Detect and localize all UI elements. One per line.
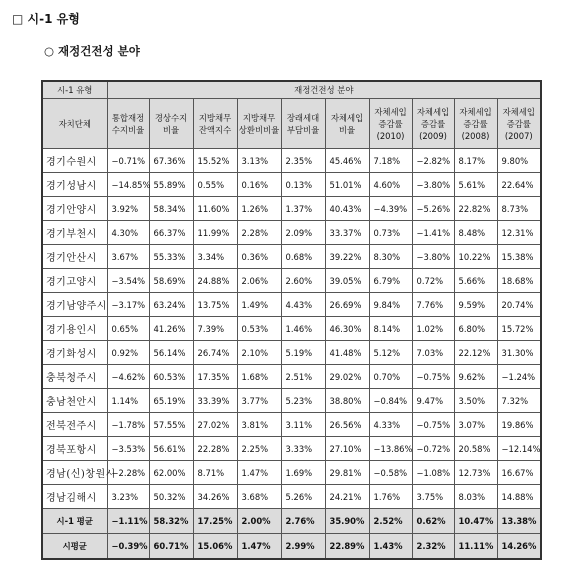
value-cell: 1.02% bbox=[412, 317, 454, 341]
value-cell: 57.55% bbox=[149, 413, 193, 437]
value-cell: −1.78% bbox=[107, 413, 149, 437]
value-cell: 55.33% bbox=[149, 245, 193, 269]
column-header: 지방채무 잔액지수 bbox=[193, 99, 237, 149]
value-cell: 20.74% bbox=[497, 293, 541, 317]
value-cell: 13.75% bbox=[193, 293, 237, 317]
summary-label-cell: 시평균 bbox=[42, 534, 107, 560]
value-cell: 27.10% bbox=[325, 437, 369, 461]
summary-value-cell: 2.52% bbox=[369, 509, 412, 534]
value-cell: 24.21% bbox=[325, 485, 369, 509]
value-cell: 5.66% bbox=[454, 269, 497, 293]
table-row bbox=[42, 389, 541, 413]
value-cell: 0.73% bbox=[369, 221, 412, 245]
value-cell: 45.46% bbox=[325, 149, 369, 173]
value-cell: 18.68% bbox=[497, 269, 541, 293]
value-cell: 3.67% bbox=[107, 245, 149, 269]
column-header: 장래세대 부담비율 bbox=[281, 99, 325, 149]
value-cell: 14.88% bbox=[497, 485, 541, 509]
value-cell: −4.39% bbox=[369, 197, 412, 221]
summary-value-cell: 1.43% bbox=[369, 534, 412, 560]
value-cell: 5.61% bbox=[454, 173, 497, 197]
region-name-cell: 경기용인시 bbox=[42, 317, 107, 341]
summary-value-cell: 2.76% bbox=[281, 509, 325, 534]
summary-value-cell: 2.99% bbox=[281, 534, 325, 560]
column-header: 자체세입 증감률 (2010) bbox=[369, 99, 412, 149]
value-cell: 26.56% bbox=[325, 413, 369, 437]
value-cell: 1.47% bbox=[237, 461, 281, 485]
region-name-cell: 경기안양시 bbox=[42, 197, 107, 221]
value-cell: 0.92% bbox=[107, 341, 149, 365]
value-cell: 9.80% bbox=[497, 149, 541, 173]
value-cell: 39.05% bbox=[325, 269, 369, 293]
value-cell: 60.53% bbox=[149, 365, 193, 389]
value-cell: 7.03% bbox=[412, 341, 454, 365]
column-header: 자체세입 증감률 (2009) bbox=[412, 99, 454, 149]
summary-value-cell: 15.06% bbox=[193, 534, 237, 560]
value-cell: 6.79% bbox=[369, 269, 412, 293]
value-cell: −0.71% bbox=[107, 149, 149, 173]
value-cell: −1.08% bbox=[412, 461, 454, 485]
value-cell: −0.84% bbox=[369, 389, 412, 413]
summary-value-cell: 2.00% bbox=[237, 509, 281, 534]
column-header: 지방채무 상환비비율 bbox=[237, 99, 281, 149]
summary-row bbox=[42, 534, 541, 560]
value-cell: 58.69% bbox=[149, 269, 193, 293]
value-cell: 62.00% bbox=[149, 461, 193, 485]
value-cell: 5.23% bbox=[281, 389, 325, 413]
table-row bbox=[42, 293, 541, 317]
value-cell: 41.26% bbox=[149, 317, 193, 341]
table-row bbox=[42, 437, 541, 461]
value-cell: 1.14% bbox=[107, 389, 149, 413]
value-cell: 3.68% bbox=[237, 485, 281, 509]
value-cell: 5.26% bbox=[281, 485, 325, 509]
value-cell: 8.71% bbox=[193, 461, 237, 485]
value-cell: 55.89% bbox=[149, 173, 193, 197]
value-cell: 0.16% bbox=[237, 173, 281, 197]
value-cell: 3.77% bbox=[237, 389, 281, 413]
value-cell: 19.86% bbox=[497, 413, 541, 437]
value-cell: 46.30% bbox=[325, 317, 369, 341]
table-row bbox=[42, 149, 541, 173]
value-cell: 15.38% bbox=[497, 245, 541, 269]
value-cell: 26.74% bbox=[193, 341, 237, 365]
value-cell: 34.26% bbox=[193, 485, 237, 509]
value-cell: 0.70% bbox=[369, 365, 412, 389]
value-cell: 4.43% bbox=[281, 293, 325, 317]
value-cell: 7.76% bbox=[412, 293, 454, 317]
column-header: 자치단체 bbox=[42, 99, 107, 149]
value-cell: 1.26% bbox=[237, 197, 281, 221]
value-cell: 0.68% bbox=[281, 245, 325, 269]
value-cell: 56.61% bbox=[149, 437, 193, 461]
value-cell: −14.85% bbox=[107, 173, 149, 197]
table-row bbox=[42, 341, 541, 365]
value-cell: 3.75% bbox=[412, 485, 454, 509]
value-cell: −13.86% bbox=[369, 437, 412, 461]
table-row bbox=[42, 461, 541, 485]
region-name-cell: 경북포항시 bbox=[42, 437, 107, 461]
value-cell: 1.69% bbox=[281, 461, 325, 485]
value-cell: 8.48% bbox=[454, 221, 497, 245]
region-name-cell: 경기수원시 bbox=[42, 149, 107, 173]
value-cell: 1.49% bbox=[237, 293, 281, 317]
value-cell: 29.81% bbox=[325, 461, 369, 485]
value-cell: 3.11% bbox=[281, 413, 325, 437]
table-row bbox=[42, 365, 541, 389]
value-cell: 0.72% bbox=[412, 269, 454, 293]
value-cell: −3.80% bbox=[412, 245, 454, 269]
value-cell: 4.30% bbox=[107, 221, 149, 245]
value-cell: 22.82% bbox=[454, 197, 497, 221]
summary-value-cell: 2.32% bbox=[412, 534, 454, 560]
table-row bbox=[42, 245, 541, 269]
value-cell: 0.36% bbox=[237, 245, 281, 269]
column-header: 자체세입 증감률 (2008) bbox=[454, 99, 497, 149]
region-name-cell: 경기성남시 bbox=[42, 173, 107, 197]
table-row bbox=[42, 173, 541, 197]
value-cell: −12.14% bbox=[497, 437, 541, 461]
value-cell: 6.80% bbox=[454, 317, 497, 341]
table-row bbox=[42, 269, 541, 293]
column-header: 통합재정 수지비율 bbox=[107, 99, 149, 149]
value-cell: 56.14% bbox=[149, 341, 193, 365]
value-cell: −1.24% bbox=[497, 365, 541, 389]
value-cell: 51.01% bbox=[325, 173, 369, 197]
region-name-cell: 경남김해시 bbox=[42, 485, 107, 509]
value-cell: 12.73% bbox=[454, 461, 497, 485]
table-row bbox=[42, 485, 541, 509]
value-cell: 1.68% bbox=[237, 365, 281, 389]
value-cell: 2.25% bbox=[237, 437, 281, 461]
value-cell: 9.47% bbox=[412, 389, 454, 413]
value-cell: −3.53% bbox=[107, 437, 149, 461]
value-cell: 22.64% bbox=[497, 173, 541, 197]
value-cell: 12.31% bbox=[497, 221, 541, 245]
value-cell: 1.46% bbox=[281, 317, 325, 341]
value-cell: 3.23% bbox=[107, 485, 149, 509]
value-cell: 2.51% bbox=[281, 365, 325, 389]
column-header: 경상수지 비율 bbox=[149, 99, 193, 149]
value-cell: 22.28% bbox=[193, 437, 237, 461]
value-cell: −1.41% bbox=[412, 221, 454, 245]
value-cell: 67.36% bbox=[149, 149, 193, 173]
column-header: 자체세입 비율 bbox=[325, 99, 369, 149]
value-cell: 8.17% bbox=[454, 149, 497, 173]
value-cell: 7.32% bbox=[497, 389, 541, 413]
value-cell: 66.37% bbox=[149, 221, 193, 245]
value-cell: −3.17% bbox=[107, 293, 149, 317]
summary-value-cell: 22.89% bbox=[325, 534, 369, 560]
value-cell: −2.28% bbox=[107, 461, 149, 485]
value-cell: 8.30% bbox=[369, 245, 412, 269]
value-cell: 0.53% bbox=[237, 317, 281, 341]
value-cell: 2.10% bbox=[237, 341, 281, 365]
subsection-heading: ○ 재정건전성 분야 bbox=[44, 44, 140, 58]
value-cell: 39.22% bbox=[325, 245, 369, 269]
value-cell: 3.50% bbox=[454, 389, 497, 413]
region-name-cell: 충북청주시 bbox=[42, 365, 107, 389]
value-cell: 41.48% bbox=[325, 341, 369, 365]
summary-value-cell: 35.90% bbox=[325, 509, 369, 534]
value-cell: 2.28% bbox=[237, 221, 281, 245]
table-row bbox=[42, 413, 541, 437]
value-cell: 26.69% bbox=[325, 293, 369, 317]
value-cell: 17.35% bbox=[193, 365, 237, 389]
region-name-cell: 전북전주시 bbox=[42, 413, 107, 437]
region-name-cell: 경남(신)창원시 bbox=[42, 461, 107, 485]
value-cell: 15.72% bbox=[497, 317, 541, 341]
region-name-cell: 경기안산시 bbox=[42, 245, 107, 269]
summary-value-cell: 1.47% bbox=[237, 534, 281, 560]
summary-row bbox=[42, 509, 541, 534]
table-row bbox=[42, 221, 541, 245]
value-cell: −4.62% bbox=[107, 365, 149, 389]
value-cell: 8.03% bbox=[454, 485, 497, 509]
value-cell: 33.37% bbox=[325, 221, 369, 245]
value-cell: 3.13% bbox=[237, 149, 281, 173]
value-cell: 0.13% bbox=[281, 173, 325, 197]
value-cell: 50.32% bbox=[149, 485, 193, 509]
value-cell: −0.58% bbox=[369, 461, 412, 485]
value-cell: 8.73% bbox=[497, 197, 541, 221]
value-cell: 5.19% bbox=[281, 341, 325, 365]
value-cell: 33.39% bbox=[193, 389, 237, 413]
value-cell: 27.02% bbox=[193, 413, 237, 437]
summary-value-cell: 17.25% bbox=[193, 509, 237, 534]
value-cell: 65.19% bbox=[149, 389, 193, 413]
value-cell: −2.82% bbox=[412, 149, 454, 173]
summary-value-cell: 10.47% bbox=[454, 509, 497, 534]
value-cell: 9.84% bbox=[369, 293, 412, 317]
group-label-cell: 시-1 유형 bbox=[42, 81, 107, 99]
table-row bbox=[42, 197, 541, 221]
summary-value-cell: 11.11% bbox=[454, 534, 497, 560]
value-cell: 2.06% bbox=[237, 269, 281, 293]
value-cell: 7.39% bbox=[193, 317, 237, 341]
value-cell: 24.88% bbox=[193, 269, 237, 293]
value-cell: 1.37% bbox=[281, 197, 325, 221]
value-cell: 38.80% bbox=[325, 389, 369, 413]
summary-label-cell: 시-1 평균 bbox=[42, 509, 107, 534]
value-cell: −3.80% bbox=[412, 173, 454, 197]
value-cell: 9.62% bbox=[454, 365, 497, 389]
region-name-cell: 경기부천시 bbox=[42, 221, 107, 245]
value-cell: 31.30% bbox=[497, 341, 541, 365]
value-cell: 22.12% bbox=[454, 341, 497, 365]
fiscal-soundness-table bbox=[41, 80, 542, 560]
summary-value-cell: −1.11% bbox=[107, 509, 149, 534]
value-cell: 4.33% bbox=[369, 413, 412, 437]
summary-value-cell: 14.26% bbox=[497, 534, 541, 560]
summary-value-cell: 0.62% bbox=[412, 509, 454, 534]
summary-value-cell: 60.71% bbox=[149, 534, 193, 560]
value-cell: 9.59% bbox=[454, 293, 497, 317]
value-cell: −0.75% bbox=[412, 365, 454, 389]
value-cell: 3.81% bbox=[237, 413, 281, 437]
value-cell: −0.72% bbox=[412, 437, 454, 461]
value-cell: 8.14% bbox=[369, 317, 412, 341]
value-cell: 10.22% bbox=[454, 245, 497, 269]
value-cell: 0.55% bbox=[193, 173, 237, 197]
value-cell: 11.99% bbox=[193, 221, 237, 245]
value-cell: 5.12% bbox=[369, 341, 412, 365]
value-cell: 29.02% bbox=[325, 365, 369, 389]
value-cell: 3.34% bbox=[193, 245, 237, 269]
value-cell: 16.67% bbox=[497, 461, 541, 485]
value-cell: 4.60% bbox=[369, 173, 412, 197]
value-cell: 63.24% bbox=[149, 293, 193, 317]
region-name-cell: 경기고양시 bbox=[42, 269, 107, 293]
summary-value-cell: −0.39% bbox=[107, 534, 149, 560]
value-cell: 58.34% bbox=[149, 197, 193, 221]
section-heading: □ 시-1 유형 bbox=[12, 12, 80, 26]
group-header-cell: 재정건전성 분야 bbox=[107, 81, 541, 99]
column-header: 자체세입 증감률 (2007) bbox=[497, 99, 541, 149]
value-cell: −0.75% bbox=[412, 413, 454, 437]
value-cell: −5.26% bbox=[412, 197, 454, 221]
value-cell: 0.65% bbox=[107, 317, 149, 341]
value-cell: 7.18% bbox=[369, 149, 412, 173]
value-cell: 3.92% bbox=[107, 197, 149, 221]
table-row bbox=[42, 317, 541, 341]
value-cell: 11.60% bbox=[193, 197, 237, 221]
value-cell: 1.76% bbox=[369, 485, 412, 509]
summary-value-cell: 58.32% bbox=[149, 509, 193, 534]
summary-value-cell: 13.38% bbox=[497, 509, 541, 534]
value-cell: 3.33% bbox=[281, 437, 325, 461]
value-cell: 3.07% bbox=[454, 413, 497, 437]
region-name-cell: 충남천안시 bbox=[42, 389, 107, 413]
value-cell: −3.54% bbox=[107, 269, 149, 293]
value-cell: 40.43% bbox=[325, 197, 369, 221]
value-cell: 15.52% bbox=[193, 149, 237, 173]
value-cell: 2.60% bbox=[281, 269, 325, 293]
value-cell: 2.35% bbox=[281, 149, 325, 173]
region-name-cell: 경기남양주시 bbox=[42, 293, 107, 317]
region-name-cell: 경기화성시 bbox=[42, 341, 107, 365]
value-cell: 2.09% bbox=[281, 221, 325, 245]
value-cell: 20.58% bbox=[454, 437, 497, 461]
